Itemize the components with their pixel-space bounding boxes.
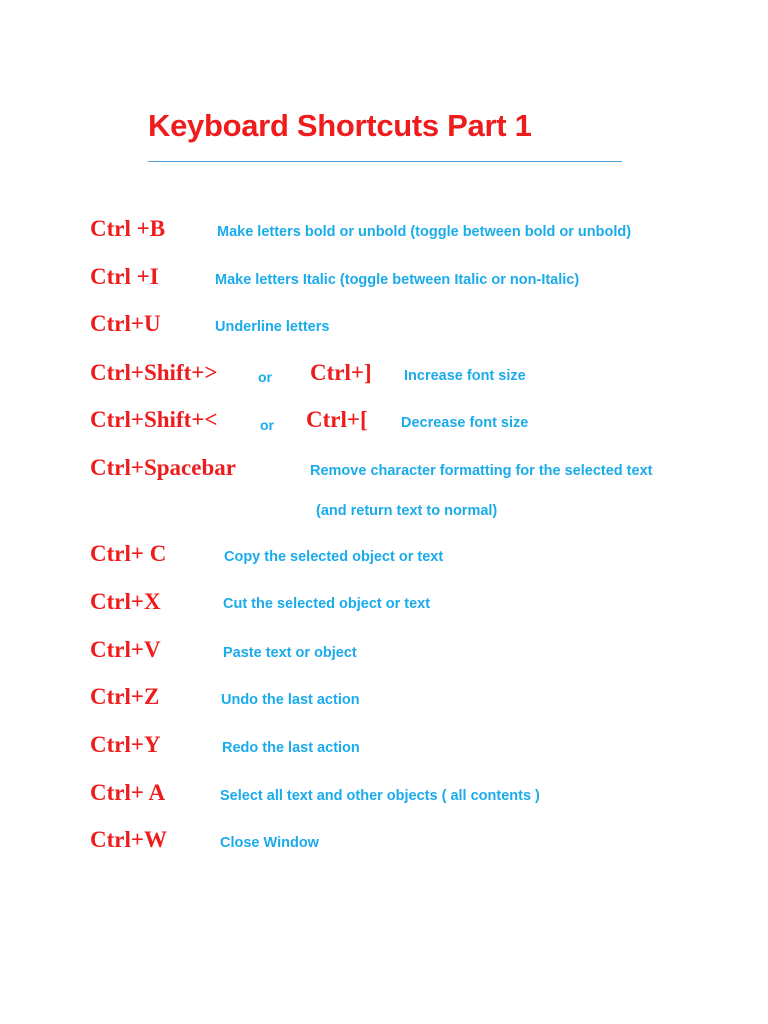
shortcut-key-paste: Ctrl+V xyxy=(90,637,161,662)
shortcut-desc-cut: Cut the selected object or text xyxy=(223,596,431,612)
shortcut-desc-spacebar-cont: (and return text to normal) xyxy=(316,503,498,519)
shortcut-desc-close-window: Close Window xyxy=(220,835,319,851)
shortcut-key-bold: Ctrl +B xyxy=(90,216,166,241)
shortcut-key-spacebar: Ctrl+Spacebar xyxy=(90,455,236,480)
shortcut-key-copy: Ctrl+ C xyxy=(90,541,167,566)
shortcut-desc-italic: Make letters Italic (toggle between Italic or non-Italic) xyxy=(215,272,580,288)
shortcut-desc-select-all: Select all text and other objects ( all contents ) xyxy=(220,788,540,804)
shortcut-alt-key-decrease-font: Ctrl+[ xyxy=(306,407,368,432)
shortcut-or-increase: or xyxy=(258,369,272,385)
shortcut-desc-bold: Make letters bold or unbold (toggle between bold or unbold) xyxy=(217,224,632,240)
shortcut-desc-spacebar: Remove character formatting for the selected text xyxy=(310,463,653,479)
title-underline xyxy=(148,161,622,162)
page-title: Keyboard Shortcuts Part 1 xyxy=(148,108,532,143)
shortcut-desc-undo: Undo the last action xyxy=(221,692,360,708)
shortcut-desc-paste: Paste text or object xyxy=(223,645,357,661)
shortcut-key-increase-font: Ctrl+Shift+> xyxy=(90,360,218,385)
shortcut-desc-decrease-font: Decrease font size xyxy=(401,415,529,431)
shortcut-key-decrease-font: Ctrl+Shift+< xyxy=(90,407,218,432)
shortcut-or-decrease: or xyxy=(260,417,274,433)
shortcut-key-redo: Ctrl+Y xyxy=(90,732,161,757)
shortcut-alt-key-increase-font: Ctrl+] xyxy=(310,360,372,385)
shortcut-key-underline: Ctrl+U xyxy=(90,311,161,336)
shortcut-desc-underline: Underline letters xyxy=(215,319,330,335)
shortcut-key-italic: Ctrl +I xyxy=(90,264,159,289)
shortcut-key-undo: Ctrl+Z xyxy=(90,684,160,709)
shortcut-key-close-window: Ctrl+W xyxy=(90,827,167,852)
shortcut-key-select-all: Ctrl+ A xyxy=(90,780,166,805)
shortcut-key-cut: Ctrl+X xyxy=(90,589,161,614)
shortcut-desc-redo: Redo the last action xyxy=(222,740,360,756)
shortcut-desc-copy: Copy the selected object or text xyxy=(224,549,444,565)
shortcut-desc-increase-font: Increase font size xyxy=(404,368,526,384)
